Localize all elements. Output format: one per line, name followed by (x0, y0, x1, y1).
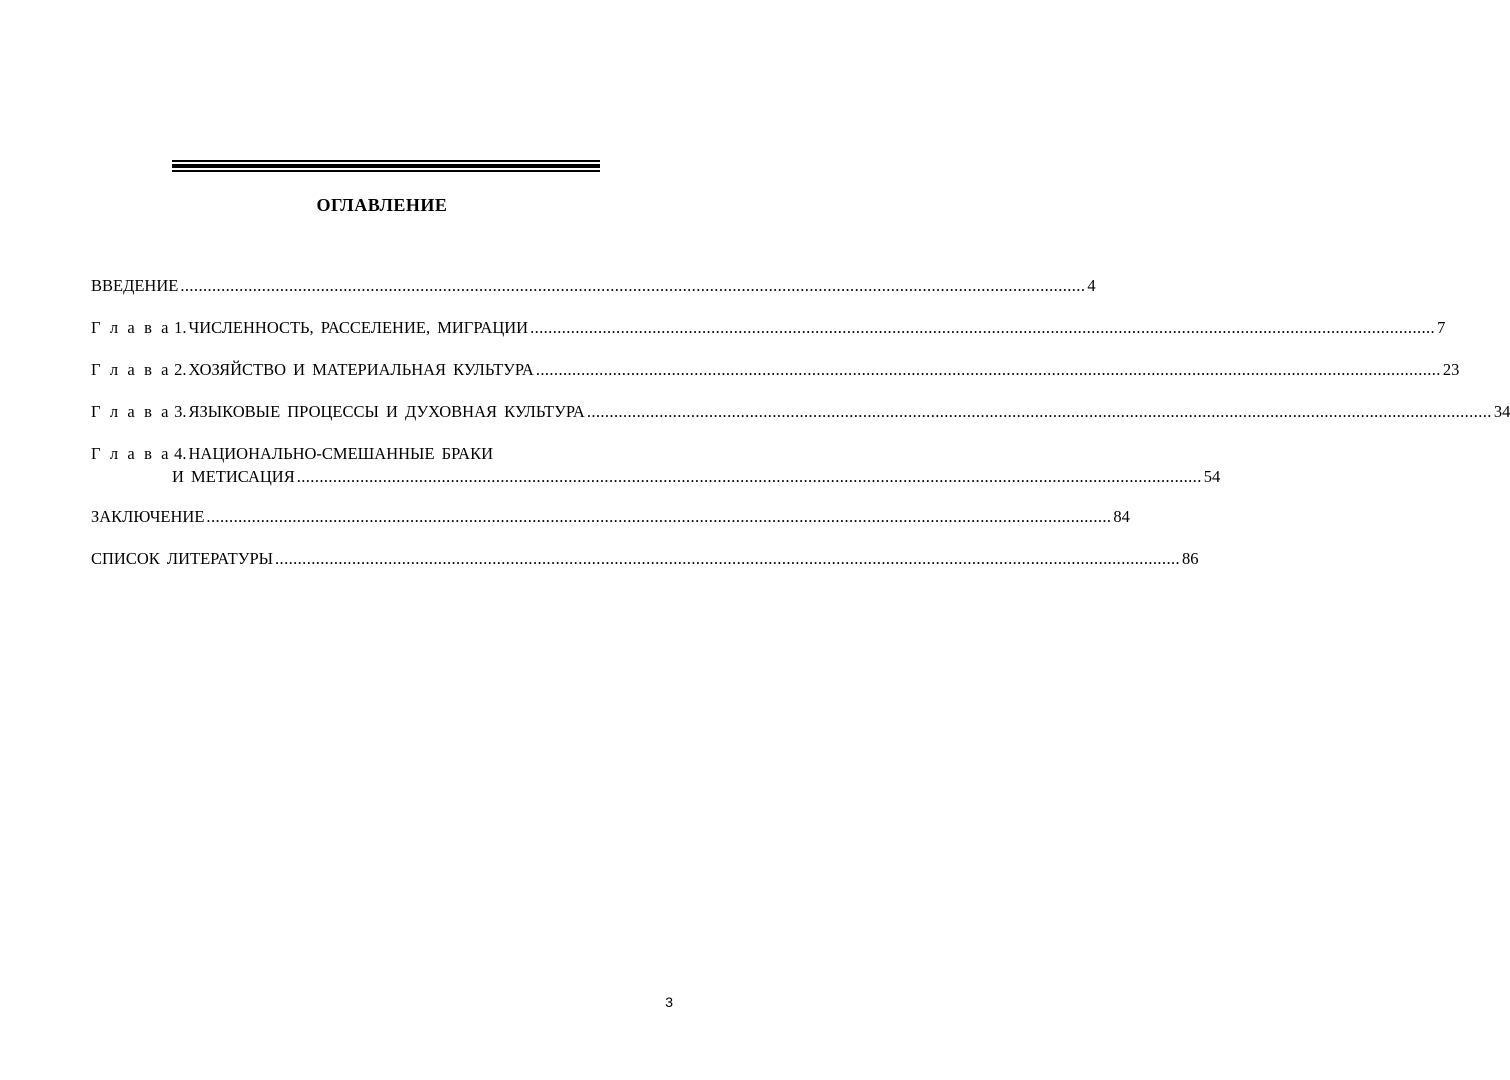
page-number: 3 (665, 994, 673, 1010)
chapter-number: 4. (174, 444, 187, 463)
toc-entry-page: 4 (1087, 276, 1096, 295)
rule-line-middle (172, 164, 600, 168)
dot-leader: ........................................................................................................................................................................................................ (530, 318, 1436, 337)
chapter-number: 2. (174, 360, 187, 379)
toc-entry-chapter-1[interactable] (91, 318, 1446, 338)
dot-leader: ........................................................................................................................................................................................................ (296, 467, 1202, 486)
toc-entry-page: 34 (1493, 402, 1510, 421)
toc-entry-chapter-3[interactable] (91, 402, 1510, 422)
toc-entry-page: 23 (1442, 360, 1460, 379)
toc-entry-chapter-2[interactable] (91, 360, 1460, 380)
dot-leader: ........................................................................................................................................................................................................ (275, 549, 1181, 568)
dot-leader: ........................................................................................................................................................................................................ (206, 507, 1112, 526)
toc-entry-page: 86 (1182, 549, 1199, 568)
toc-entry-chapter-4[interactable] (91, 444, 1221, 487)
toc-entry-page: 7 (1437, 318, 1446, 337)
toc-entry-page: 54 (1203, 467, 1221, 486)
toc-entry-title-continuation: И МЕТИСАЦИЯ (172, 467, 295, 486)
rule-line-bottom (172, 170, 600, 172)
chapter-prefix: Г л а в а (91, 402, 172, 421)
toc-entry-title: НАЦИОНАЛЬНО-СМЕШАННЫЕ БРАКИ (188, 444, 494, 463)
dot-leader: ........................................................................................................................................................................................................ (586, 402, 1492, 421)
chapter-prefix: Г л а в а (91, 360, 172, 379)
toc-entry-title: ЧИСЛЕННОСТЬ, РАССЕЛЕНИЕ, МИГРАЦИИ (188, 318, 529, 337)
chapter-number: 3. (174, 402, 187, 421)
toc-entry-introduction[interactable] (91, 276, 1096, 296)
toc-entry-page: 84 (1113, 507, 1130, 526)
chapter-number: 1. (174, 318, 187, 337)
chapter-prefix: Г л а в а (91, 444, 172, 463)
dot-leader: ........................................................................................................................................................................................................ (180, 276, 1086, 295)
toc-heading: ОГЛАВЛЕНИЕ (316, 195, 448, 215)
toc-entry-title: ЗАКЛЮЧЕНИЕ (91, 507, 205, 526)
rule-line-top (172, 160, 600, 162)
toc-entry-title: ХОЗЯЙСТВО И МАТЕРИАЛЬНАЯ КУЛЬТУРА (188, 360, 534, 379)
toc-entry-title: СПИСОК ЛИТЕРАТУРЫ (91, 549, 274, 568)
decorative-triple-rule (172, 160, 600, 173)
toc-entry-conclusion[interactable] (91, 507, 1130, 527)
toc-entry-title: ЯЗЫКОВЫЕ ПРОЦЕССЫ И ДУХОВНАЯ КУЛЬТУРА (188, 402, 585, 421)
dot-leader: ........................................................................................................................................................................................................ (535, 360, 1441, 379)
toc-entry-bibliography[interactable] (91, 549, 1199, 569)
chapter-prefix: Г л а в а (91, 318, 172, 337)
toc-entry-title: ВВЕДЕНИЕ (91, 276, 179, 295)
